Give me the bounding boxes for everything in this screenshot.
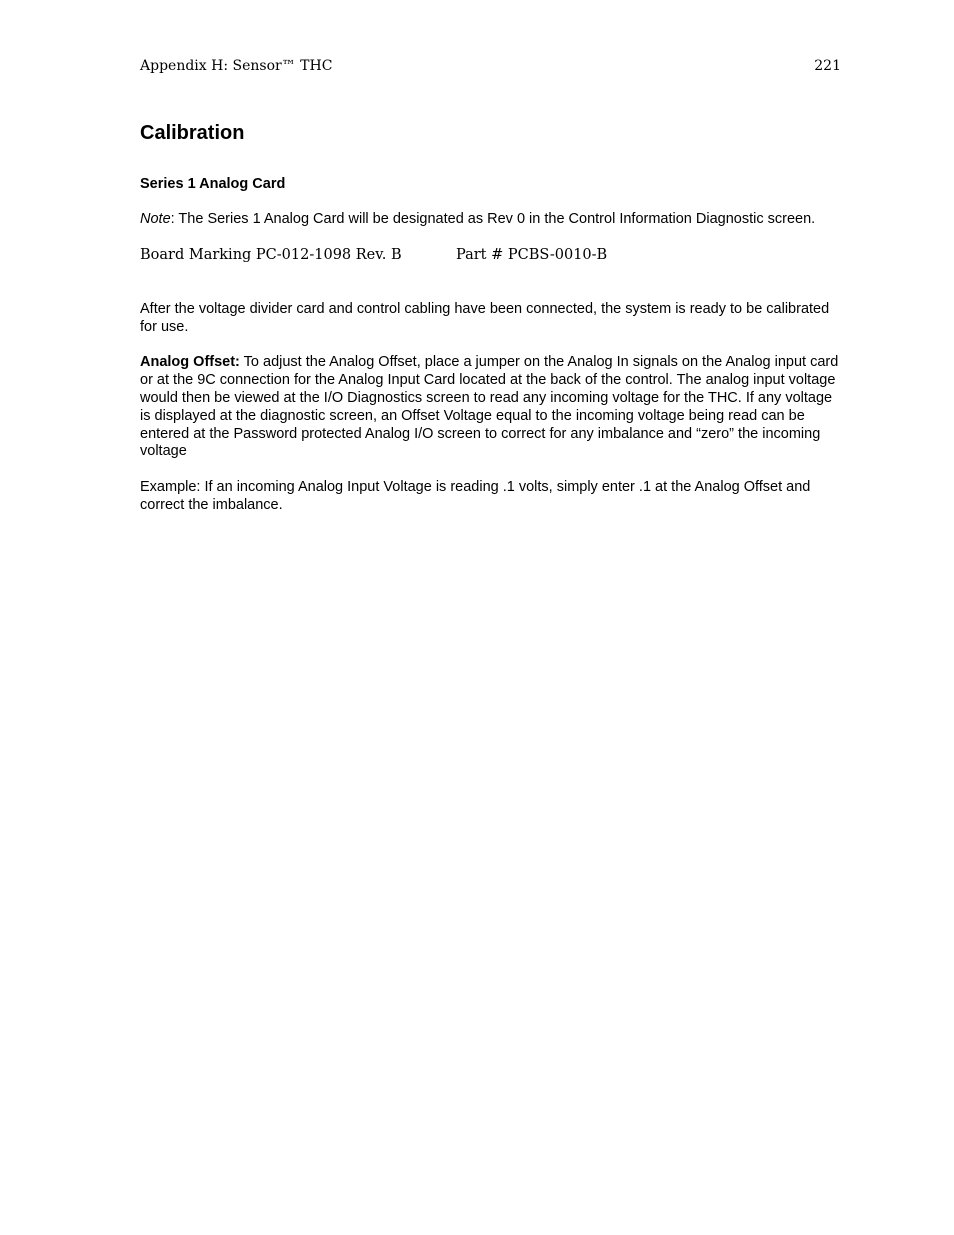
part-number: Part # PCBS-0010-B [456,246,608,263]
page-content [140,121,840,515]
analog-offset-text: To adjust the Analog Offset, place a jumper on the Analog In signals on the Analog input card or at the 9C connection for the Analog Input Card located at the back of the control. The analog input voltage would then be viewed at the I/O Diagnostics screen to read any incoming voltage for the THC. If any voltage is displayed at the diagnostic screen, an Offset Voltage equal to the incoming voltage being read can be entered at the Password protected Analog I/O screen to correct for any imbalance and “zero” the incoming voltage [140,354,839,460]
note-text: : The Series 1 Analog Card will be designated as Rev 0 in the Control Information Diagnostic screen. [170,211,816,227]
header-section-title: Appendix H: Sensor™ THC [140,58,333,74]
board-info-row [140,246,840,264]
note-label: Note [140,211,171,227]
note-paragraph [140,211,840,229]
board-marking: Board Marking PC-012-1098 Rev. B [140,246,402,263]
subsection-heading: Series 1 Analog Card [140,176,286,192]
page-title: Calibration [140,122,245,144]
example-paragraph: Example: If an incoming Analog Input Voltage is reading .1 volts, simply enter .1 at the Analog Offset and correct the imbalance. [140,479,811,513]
intro-paragraph: After the voltage divider card and control cabling have been connected, the system is ready to be calibrated for use. [140,300,830,335]
analog-offset-paragraph [140,354,840,461]
page-number: 221 [814,58,841,74]
analog-offset-label: Analog Offset: [140,354,240,371]
page-header [140,57,841,77]
